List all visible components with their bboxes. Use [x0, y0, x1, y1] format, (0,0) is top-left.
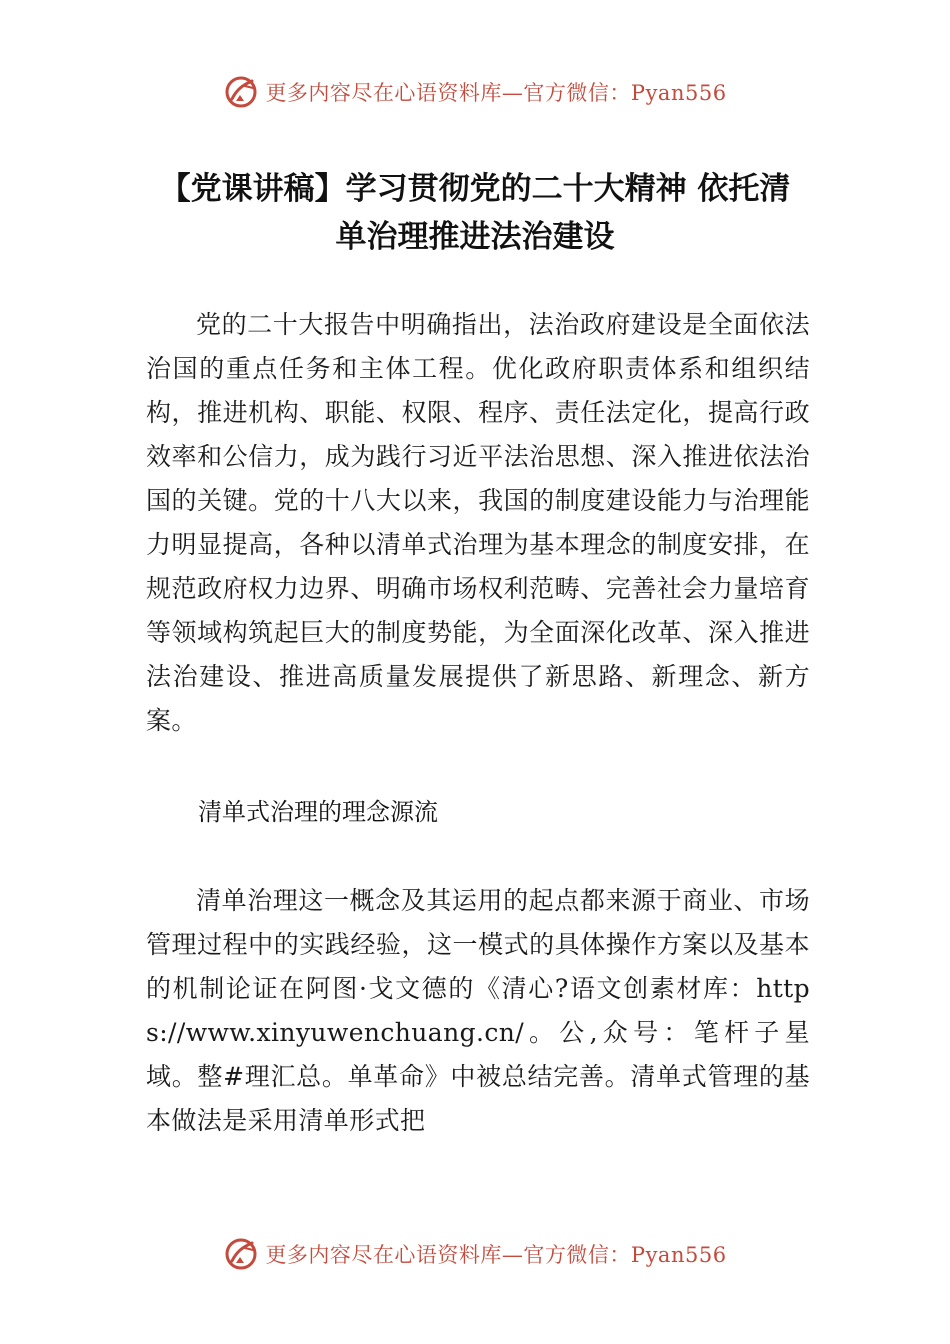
- document-title: 【党课讲稿】学习贯彻党的二十大精神 依托清单治理推进法治建设: [159, 171, 791, 255]
- brush-logo-icon: [223, 1236, 259, 1272]
- watermark-text: 更多内容尽在心语资料库—官方微信：Pyan556: [265, 1243, 727, 1267]
- watermark-text: 更多内容尽在心语资料库—官方微信：Pyan556: [265, 81, 727, 105]
- section-heading: 清单式治理的理念源流: [198, 798, 438, 826]
- header-watermark-banner: [0, 70, 950, 114]
- brush-logo-icon: [223, 74, 259, 110]
- footer-watermark-banner: [0, 1232, 950, 1276]
- body-paragraph: 党的二十大报告中明确指出，法治政府建设是全面依法治国的重点任务和主体工程。优化政府职责体系和组织结构，推进机构、职能、权限、程序、责任法定化，提高行政效率和公信力，成为践行习近平法治思想、深入推进依法治国的关键。党的十八大以来，我国的制度建设能力与治理能力明显提高，各种以清单式治理为基本理念的制度安排，在规范政府权力边界、明确市场权利范畴、完善社会力量培育等领域构筑起巨大的制度势能，为全面深化改革、深入推进法治建设、推进高质量发展提供了新思路、新理念、新方案。: [146, 310, 810, 735]
- body-paragraph: 清单治理这一概念及其运用的起点都来源于商业、市场管理过程中的实践经验，这一模式的具体操作方案以及基本的机制论证在阿图·戈文德的《清心?语文创素材库：https://www.xinyuwenchuang.cn/。公,众号：笔杆子星域。整#理汇总。单革命》中被总结完善。清单式管理的基本做法是采用清单形式把: [146, 886, 810, 1135]
